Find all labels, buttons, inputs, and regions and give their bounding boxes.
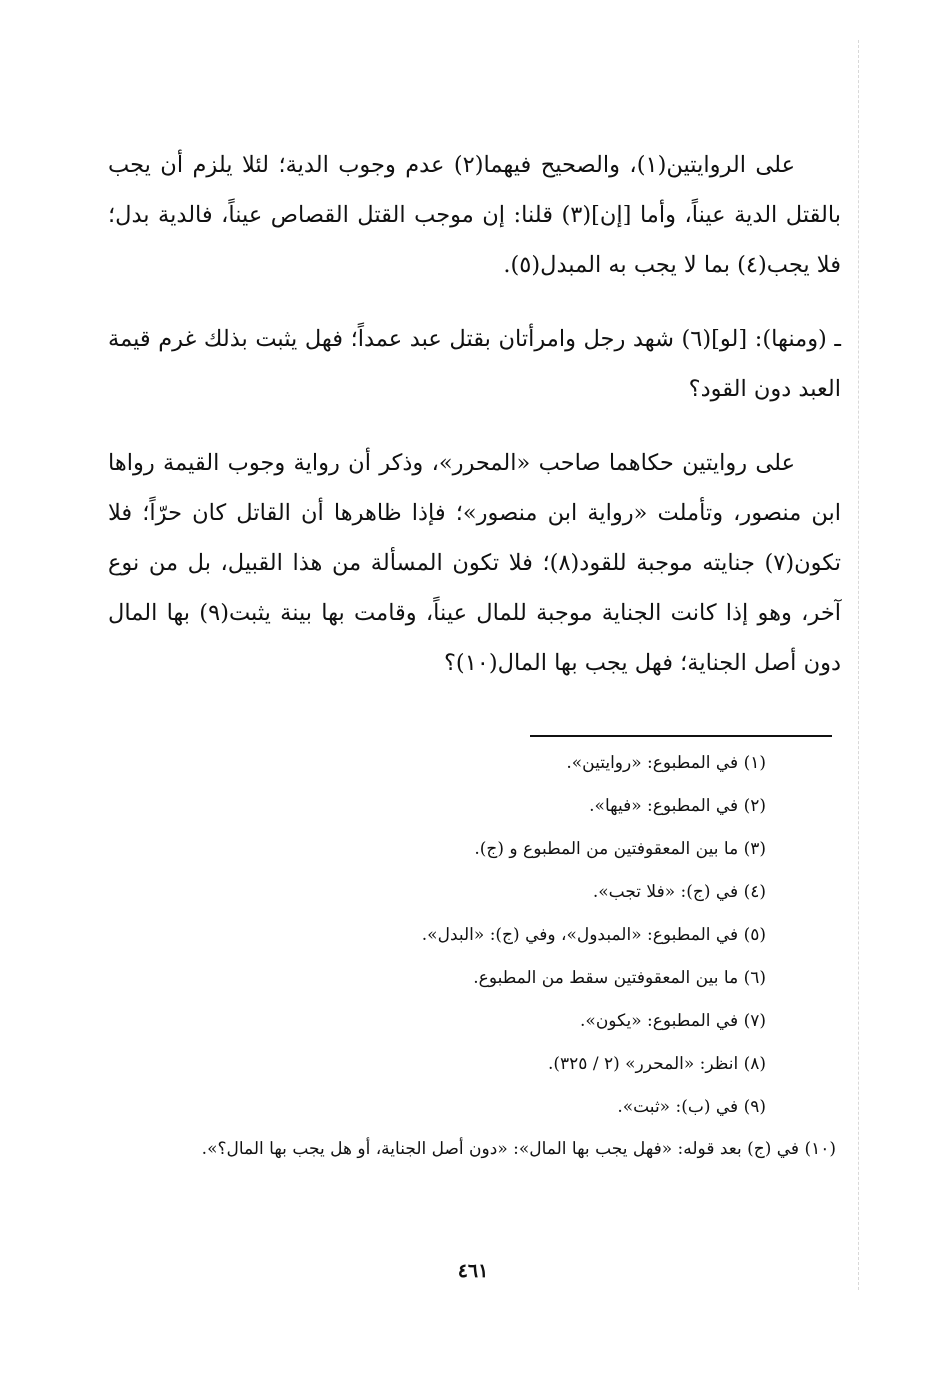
footnote-3: (٣) ما بين المعقوفتين من المطبوع و (ج).: [474, 839, 766, 859]
page-number: ٤٦١: [457, 1260, 489, 1282]
footnote-8: (٨) انظر: «المحرر» (٢ / ٣٢٥).: [547, 1054, 766, 1074]
main-text: [108, 140, 841, 712]
footnotes: [108, 742, 836, 1169]
paragraph-2: ـ (ومنها): [لو](٦) شهد رجل وامرأتان بقتل عبد عمداً؛ فهل يثبت بذلك غرم قيمة العبد دون القود؟: [108, 326, 841, 402]
footnote-9: (٩) في (ب): «ثبت».: [617, 1097, 766, 1117]
footnote-1: (١) في المطبوع: «روايتين».: [566, 753, 766, 773]
paragraph-1: على الروايتين(١)، والصحيح فيهما(٢) عدم وجوب الدية؛ لئلا يلزم أن يجب بالقتل الدية عيناً، وأما [إن](٣) قلنا: إن موجب القتل القصاص عيناً، فالدية بدل؛ فلا يجب(٤) بما لا يجب به المبدل(٥).: [108, 152, 841, 278]
footnote-10: (١٠) في (ج) بعد قوله: «فهل يجب بها المال»: «دون أصل الجناية، أو هل يجب بها المال؟».: [201, 1139, 836, 1159]
paragraph-3: على روايتين حكاهما صاحب «المحرر»، وذكر أن رواية وجوب القيمة رواها ابن منصور، وتأملت «رواية ابن منصور»؛ فإذا ظاهرها أن القاتل كان حرّاً؛ فلا تكون(٧) جنايته موجبة للقود(٨)؛ فلا تكون المسألة من هذا القبيل، بل من نوع آخر، وهو إذا كانت الجناية موجبة للمال عيناً، وقامت بها بينة يثبت(٩) بها المال دون أصل الجناية؛ فهل يجب بها المال(١٠)؟: [108, 450, 841, 676]
footnote-separator: [530, 735, 832, 737]
footnote-7: (٧) في المطبوع: «يكون».: [580, 1011, 766, 1031]
scan-margin-line: [858, 40, 859, 1290]
footnote-6: (٦) ما بين المعقوفتين سقط من المطبوع.: [473, 968, 766, 988]
footnote-4: (٤) في (ج): «فلا تجب».: [592, 882, 766, 902]
footnote-2: (٢) في المطبوع: «فيها».: [589, 796, 766, 816]
footnote-5: (٥) في المطبوع: «المبدول»، وفي (ج): «البدل».: [421, 925, 766, 945]
